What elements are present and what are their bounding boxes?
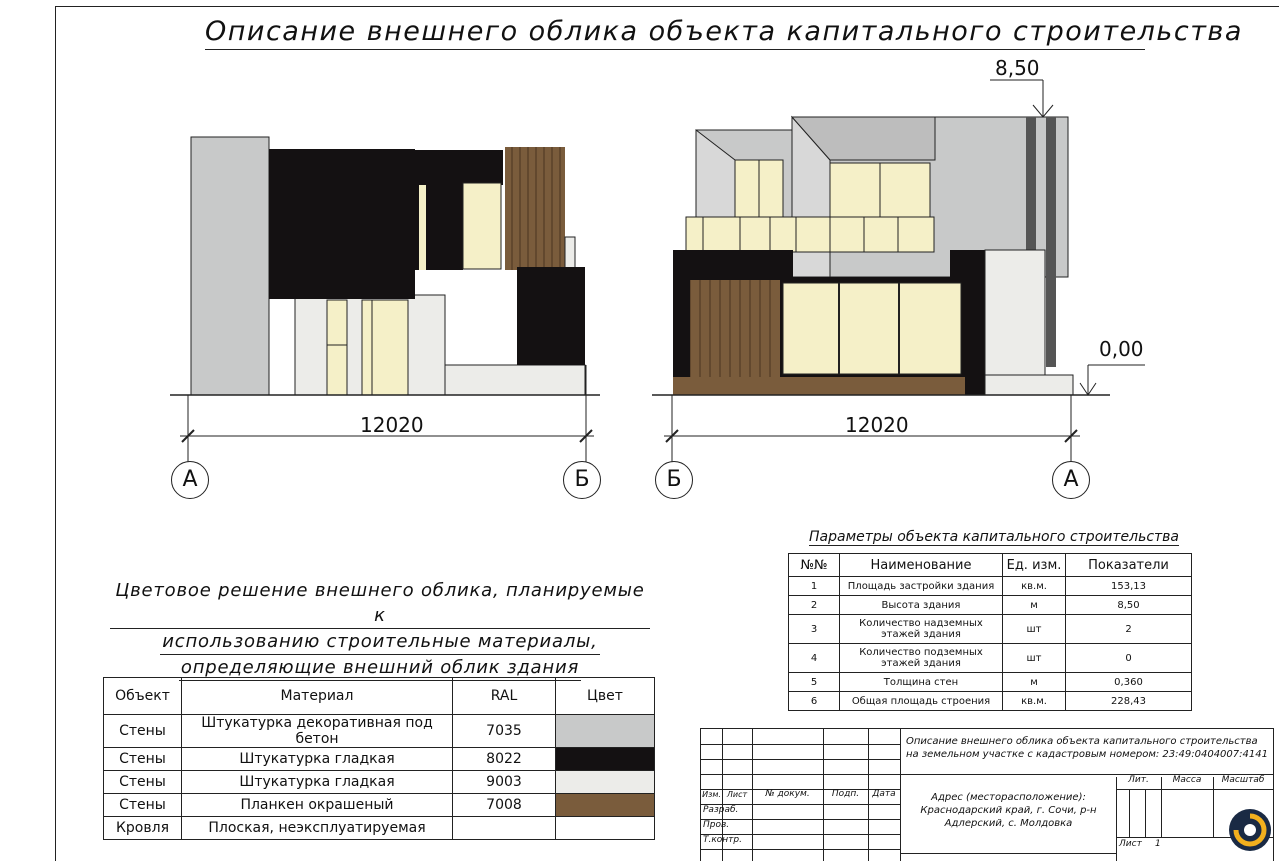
cell-value: 2	[1066, 615, 1192, 644]
cell-number: 6	[789, 692, 840, 711]
header-object: Объект	[104, 678, 182, 715]
table-row	[104, 794, 655, 817]
colors-title-line-1: Цветовое решение внешнего облика, планируемые к	[110, 578, 650, 629]
cell-object: Стены	[104, 748, 182, 771]
cell-name: Площадь застройки здания	[840, 577, 1003, 596]
table-row	[789, 596, 1192, 615]
table-row	[104, 771, 655, 794]
header-name: Наименование	[840, 554, 1003, 577]
stamp-col-sign: Подп.	[831, 789, 860, 799]
stamp-divider	[1129, 789, 1130, 837]
header-material: Материал	[182, 678, 453, 715]
cell-ral: 8022	[453, 748, 556, 771]
color-swatch	[556, 748, 655, 771]
table-row	[789, 615, 1192, 644]
stamp-divider	[1213, 777, 1214, 837]
cell-name: Высота здания	[840, 596, 1003, 615]
cell-value: 0,360	[1066, 673, 1192, 692]
stamp-divider	[900, 853, 1116, 854]
cell-object: Стены	[104, 771, 182, 794]
cell-unit: шт	[1003, 615, 1066, 644]
params-header-row	[789, 554, 1192, 577]
cell-unit: шт	[1003, 644, 1066, 673]
table-row	[104, 817, 655, 840]
header-unit: Ед. изм.	[1003, 554, 1066, 577]
cell-object: Стены	[104, 715, 182, 748]
cell-name: Общая площадь строения	[840, 692, 1003, 711]
title-block	[700, 728, 1274, 861]
cell-unit: м	[1003, 596, 1066, 615]
cell-object: Стены	[104, 794, 182, 817]
right-width-dimension: 12020	[845, 413, 909, 437]
color-swatch	[556, 794, 655, 817]
cell-unit: кв.м.	[1003, 577, 1066, 596]
left-width-dimension: 12020	[360, 413, 424, 437]
cell-number: 3	[789, 615, 840, 644]
stamp-col-izm: Изм.	[702, 790, 721, 799]
stamp-divider	[701, 759, 900, 760]
cell-ral: 7035	[453, 715, 556, 748]
color-swatch	[556, 817, 655, 840]
stamp-col-list: Лист	[726, 790, 748, 799]
stamp-row-razrab: Разраб.	[703, 805, 739, 815]
axis-marker-left-a: А	[171, 461, 209, 499]
cell-material: Планкен окрашеный	[182, 794, 453, 817]
cell-ral	[453, 817, 556, 840]
colors-title-line-3: определяющие внешний облик здания	[179, 655, 581, 681]
height-mark-top: 8,50	[995, 56, 1040, 80]
materials-header-row	[104, 678, 655, 715]
cell-material: Штукатурка гладкая	[182, 748, 453, 771]
table-row	[789, 577, 1192, 596]
stamp-project-title: Описание внешнего облика объекта капитального строительства на земельном участке с кадастровым номером: 23:49:0404007:4141	[906, 736, 1268, 760]
right-elevation	[652, 80, 1145, 465]
stamp-divider	[701, 849, 900, 850]
cell-number: 2	[789, 596, 840, 615]
cell-ral: 7008	[453, 794, 556, 817]
cell-value: 0	[1066, 644, 1192, 673]
colors-section-title	[110, 578, 650, 681]
parameters-table	[788, 553, 1192, 711]
stamp-sheet-number: 1	[1155, 839, 1161, 849]
axis-marker-left-b: Б	[563, 461, 601, 499]
table-row	[789, 692, 1192, 711]
axis-marker-right-a: А	[1052, 461, 1090, 499]
stamp-divider	[1161, 777, 1162, 837]
stamp-divider	[900, 729, 901, 861]
cell-material: Штукатурка декоративная под бетон	[182, 715, 453, 748]
axis-marker-right-b: Б	[655, 461, 693, 499]
cell-value: 8,50	[1066, 596, 1192, 615]
colors-title-line-2: использованию строительные материалы,	[160, 629, 599, 655]
cell-value: 228,43	[1066, 692, 1192, 711]
stamp-divider	[701, 744, 900, 745]
cell-name: Количество подземных этажей здания	[840, 644, 1003, 673]
color-swatch	[556, 715, 655, 748]
cell-material: Плоская, неэксплуатируемая	[182, 817, 453, 840]
header-number: №№	[789, 554, 840, 577]
cell-name: Количество надземных этажей здания	[840, 615, 1003, 644]
stamp-masshtab: Масштаб	[1221, 775, 1265, 785]
cell-material: Штукатурка гладкая	[182, 771, 453, 794]
cell-name: Толщина стен	[840, 673, 1003, 692]
height-mark-zero: 0,00	[1099, 337, 1144, 361]
stamp-col-date: Дата	[872, 789, 896, 799]
cell-value: 153,13	[1066, 577, 1192, 596]
params-section-title: Параметры объекта капитального строительства	[809, 529, 1180, 545]
stamp-massa: Масса	[1172, 775, 1202, 785]
header-ral: RAL	[453, 678, 556, 715]
cell-number: 1	[789, 577, 840, 596]
cell-number: 4	[789, 644, 840, 673]
stamp-divider	[701, 819, 900, 820]
header-color: Цвет	[556, 678, 655, 715]
stamp-divider	[1145, 789, 1146, 837]
stamp-lit: Лит.	[1128, 775, 1149, 785]
color-swatch	[556, 771, 655, 794]
stamp-address: Адрес (месторасположение): Краснодарский край, г. Сочи, р-н Адлерский, с. Молдовка	[920, 792, 1097, 829]
cell-object: Кровля	[104, 817, 182, 840]
cell-number: 5	[789, 673, 840, 692]
stamp-row-tkontr: Т.контр.	[703, 835, 743, 845]
table-row	[104, 715, 655, 748]
stamp-divider	[1116, 789, 1273, 790]
cell-ral: 9003	[453, 771, 556, 794]
sheet-title: Описание внешнего облика объекта капитального строительства	[205, 16, 1145, 50]
table-row	[104, 748, 655, 771]
table-row	[789, 673, 1192, 692]
cell-unit: кв.м.	[1003, 692, 1066, 711]
company-logo-icon	[1226, 806, 1274, 854]
table-row	[789, 644, 1192, 673]
stamp-sheet-label: Лист	[1119, 839, 1142, 849]
materials-table	[103, 677, 655, 840]
stamp-row-prov: Пров.	[703, 820, 730, 830]
cell-unit: м	[1003, 673, 1066, 692]
stamp-col-doc: № докум.	[765, 789, 810, 799]
header-value: Показатели	[1066, 554, 1192, 577]
